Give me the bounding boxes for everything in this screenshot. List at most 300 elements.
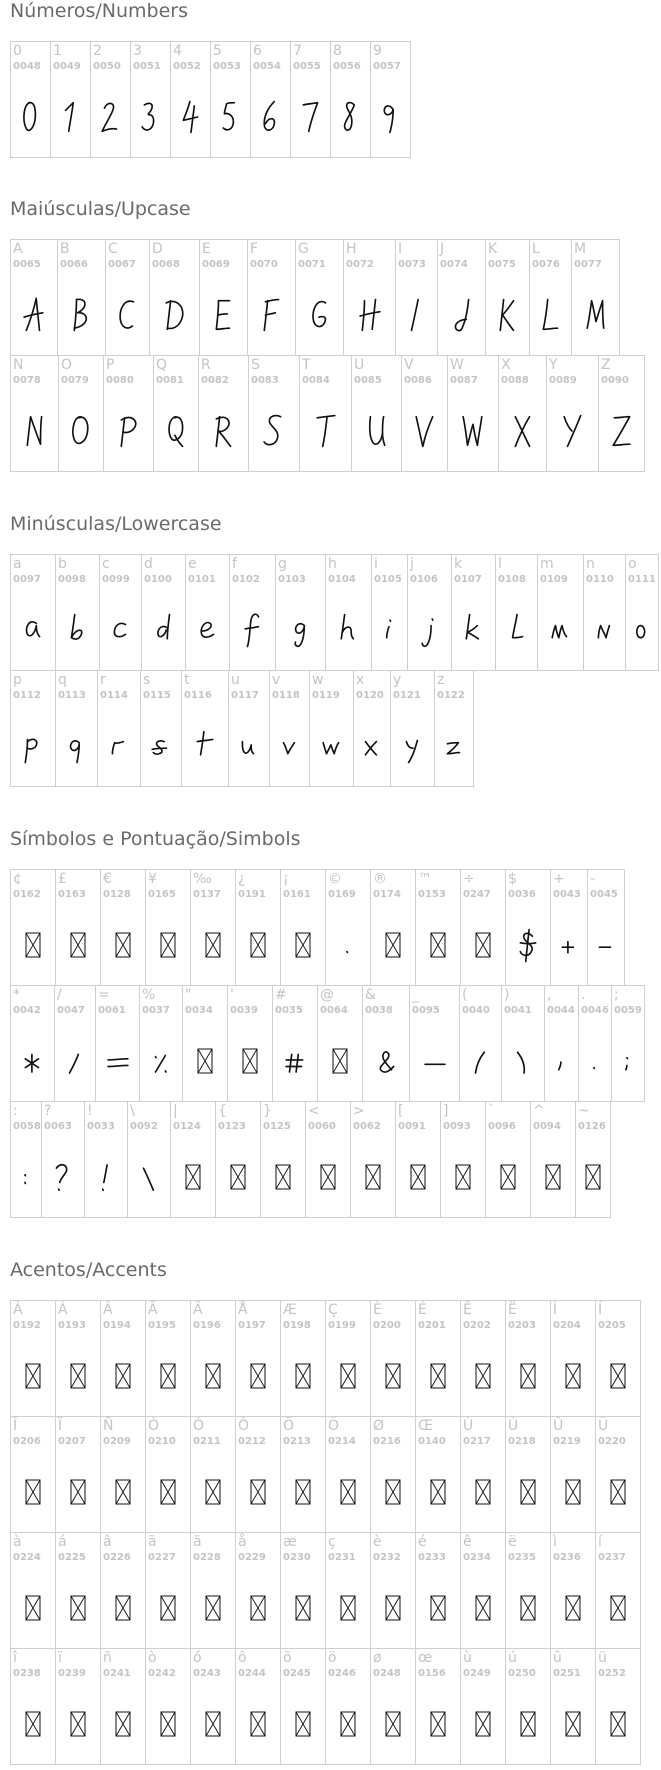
glyph-preview <box>300 396 351 466</box>
glyph-cell <box>343 239 396 356</box>
glyph-row <box>10 1300 640 1416</box>
script-glyph-icon <box>562 413 584 449</box>
script-glyph-icon <box>213 413 235 449</box>
character-code: 0156 <box>418 1668 446 1679</box>
character-label: Ä <box>193 1302 203 1318</box>
glyph-preview <box>11 1457 55 1527</box>
character-label: B <box>60 241 70 257</box>
script-glyph-icon <box>71 297 93 333</box>
character-code: 0043 <box>553 889 581 900</box>
character-label: } <box>263 1103 272 1119</box>
missing-glyph-icon <box>205 1595 221 1621</box>
character-code: 0121 <box>393 690 421 701</box>
glyph-preview <box>91 82 130 152</box>
glyph-cell <box>10 1101 42 1218</box>
character-code: 0241 <box>103 1668 131 1679</box>
section-title: Símbolos e Pontuação/Simbols <box>10 828 301 850</box>
glyph-cell <box>505 1648 551 1765</box>
character-code: 0226 <box>103 1552 131 1563</box>
glyph-preview <box>461 1573 505 1643</box>
character-code: 0237 <box>598 1552 626 1563</box>
character-label: 8 <box>333 43 342 59</box>
glyph-cell <box>280 1648 326 1765</box>
character-label: ë <box>508 1534 517 1550</box>
character-label: ^ <box>533 1103 545 1119</box>
character-code: 0125 <box>263 1121 291 1132</box>
glyph-cell <box>55 554 100 671</box>
character-label: N <box>13 357 24 373</box>
character-code: 0194 <box>103 1320 131 1331</box>
missing-glyph-icon <box>610 1595 626 1621</box>
glyph-preview <box>191 1689 235 1759</box>
glyph-cell <box>55 670 98 787</box>
glyph-cell <box>280 1300 326 1417</box>
character-code: 0116 <box>184 690 212 701</box>
character-label: ü <box>598 1650 607 1666</box>
script-glyph-icon <box>153 612 175 648</box>
glyph-preview <box>310 711 353 781</box>
glyph-cell <box>55 1416 101 1533</box>
character-label: | <box>173 1103 178 1119</box>
glyph-preview <box>545 1026 578 1096</box>
script-glyph-icon <box>451 297 473 333</box>
character-code: 0137 <box>193 889 221 900</box>
missing-glyph-icon <box>70 1479 86 1505</box>
script-glyph-icon <box>260 99 282 135</box>
glyph-cell <box>611 985 645 1102</box>
character-code: 0229 <box>238 1552 266 1563</box>
glyph-cell <box>583 554 626 671</box>
missing-glyph-icon <box>565 1479 581 1505</box>
glyph-preview <box>281 1573 325 1643</box>
character-code: 0090 <box>601 375 629 386</box>
script-glyph-icon <box>361 728 383 764</box>
script-glyph-icon <box>64 1043 86 1079</box>
glyph-row <box>10 554 658 670</box>
glyph-cell <box>370 1416 416 1533</box>
character-code: 0245 <box>283 1668 311 1679</box>
glyph-preview <box>96 1026 139 1096</box>
glyph-cell <box>100 1416 146 1533</box>
character-code: 0038 <box>365 1005 393 1016</box>
character-code: 0089 <box>549 375 577 386</box>
glyph-row <box>10 1416 640 1532</box>
character-code: 0192 <box>13 1320 41 1331</box>
glyph-preview <box>276 595 325 665</box>
character-label: y <box>393 672 402 688</box>
missing-glyph-icon <box>410 1164 426 1190</box>
glyph-preview <box>56 595 99 665</box>
character-label: W <box>450 357 464 373</box>
glyph-cell <box>325 869 371 986</box>
glyph-row <box>10 985 644 1101</box>
character-label: b <box>58 556 67 572</box>
glyph-preview <box>596 1573 640 1643</box>
glyph-preview <box>104 396 153 466</box>
glyph-cell <box>485 239 530 356</box>
character-label: è <box>373 1534 382 1550</box>
character-label: ì <box>553 1534 557 1550</box>
script-glyph-icon <box>138 1159 160 1195</box>
character-label: 5 <box>213 43 222 59</box>
character-code: 0120 <box>356 690 384 701</box>
missing-glyph-icon <box>610 1479 626 1505</box>
script-glyph-icon <box>238 728 260 764</box>
character-label: í <box>598 1534 602 1550</box>
glyph-cell <box>437 239 486 356</box>
glyph-cell <box>460 1532 506 1649</box>
glyph-preview <box>596 1457 640 1527</box>
glyph-cell <box>275 554 326 671</box>
script-glyph-icon <box>321 728 343 764</box>
glyph-cell <box>625 554 659 671</box>
glyph-cell <box>459 985 502 1102</box>
glyph-cell <box>401 355 448 472</box>
glyph-preview <box>396 280 437 350</box>
glyph-preview <box>11 1689 55 1759</box>
character-label: Æ <box>283 1302 297 1318</box>
character-code: 0252 <box>598 1668 626 1679</box>
character-code: 0118 <box>272 690 300 701</box>
script-glyph-icon <box>52 1159 74 1195</box>
glyph-preview <box>531 1142 575 1212</box>
script-glyph-icon <box>617 1043 639 1079</box>
character-label: J <box>440 241 445 257</box>
character-code: 0210 <box>148 1436 176 1447</box>
character-code: 0068 <box>152 259 180 270</box>
glyph-row <box>10 355 644 471</box>
glyph-preview <box>499 396 546 466</box>
glyph-preview <box>11 280 57 350</box>
character-code: 0035 <box>275 1005 303 1016</box>
glyph-preview <box>131 82 170 152</box>
character-label: x <box>356 672 365 688</box>
glyph-preview <box>85 1142 127 1212</box>
glyph-cell <box>598 355 645 472</box>
character-code: 0220 <box>598 1436 626 1447</box>
glyph-preview <box>460 1026 501 1096</box>
script-glyph-icon <box>107 1043 129 1079</box>
missing-glyph-icon <box>115 932 131 958</box>
glyph-cell <box>145 1648 191 1765</box>
character-label: k <box>454 556 463 572</box>
character-code: 0213 <box>283 1436 311 1447</box>
character-code: 0078 <box>13 375 41 386</box>
glyph-preview <box>56 711 97 781</box>
character-code: 0048 <box>13 61 41 72</box>
glyph-cell <box>57 239 106 356</box>
script-glyph-icon <box>60 99 82 135</box>
glyph-cell <box>409 985 460 1102</box>
character-label: d <box>144 556 153 572</box>
glyph-preview <box>140 1026 182 1096</box>
script-glyph-icon <box>242 612 264 648</box>
glyph-preview <box>410 1026 459 1096</box>
missing-glyph-icon <box>340 1595 356 1621</box>
glyph-cell <box>181 670 229 787</box>
character-label: E <box>202 241 211 257</box>
section-title: Acentos/Accents <box>10 1259 167 1281</box>
glyph-cell <box>145 869 191 986</box>
character-label: 3 <box>133 43 142 59</box>
character-code: 0174 <box>373 889 401 900</box>
character-label: : <box>13 1103 18 1119</box>
character-code: 0214 <box>328 1436 356 1447</box>
glyph-cell <box>235 1532 281 1649</box>
glyph-preview <box>551 1457 595 1527</box>
glyph-row <box>10 869 644 985</box>
glyph-preview <box>547 396 598 466</box>
script-glyph-icon <box>375 1043 397 1079</box>
glyph-cell <box>145 1532 191 1649</box>
character-label: " <box>185 987 192 1003</box>
glyph-preview <box>101 1341 145 1411</box>
glyph-cell <box>100 1300 146 1417</box>
character-code: 0104 <box>328 574 356 585</box>
character-code: 0206 <box>13 1436 41 1447</box>
character-code: 0248 <box>373 1668 401 1679</box>
glyph-cell <box>185 554 230 671</box>
glyph-preview <box>281 1341 325 1411</box>
character-code: 0212 <box>238 1436 266 1447</box>
glyph-cell <box>84 1101 128 1218</box>
character-label: ¢ <box>13 871 22 887</box>
character-code: 0058 <box>13 1121 41 1132</box>
character-code: 0244 <box>238 1668 266 1679</box>
character-label: h <box>328 556 337 572</box>
script-glyph-icon <box>22 612 44 648</box>
script-glyph-icon <box>419 612 441 648</box>
glyph-cell <box>460 869 506 986</box>
script-glyph-icon <box>402 728 424 764</box>
glyph-cell <box>190 1648 236 1765</box>
character-code: 0250 <box>508 1668 536 1679</box>
character-label: i <box>374 556 378 572</box>
glyph-cell <box>272 985 318 1102</box>
character-code: 0091 <box>398 1121 426 1132</box>
glyph-cell <box>127 1101 171 1218</box>
character-code: 0047 <box>57 1005 85 1016</box>
glyph-cell <box>447 355 499 472</box>
glyph-cell <box>501 985 545 1102</box>
script-glyph-icon <box>150 728 172 764</box>
character-code: 0059 <box>614 1005 642 1016</box>
character-label: à <box>13 1534 22 1550</box>
character-label: á <box>58 1534 67 1550</box>
character-code: 0044 <box>547 1005 575 1016</box>
glyph-preview <box>106 280 149 350</box>
glyph-preview <box>416 1689 460 1759</box>
character-label: Ó <box>193 1418 205 1434</box>
glyph-cell <box>228 670 270 787</box>
character-label: Ø <box>373 1418 385 1434</box>
script-glyph-icon <box>300 99 322 135</box>
character-code: 0073 <box>398 259 426 270</box>
character-label: K <box>488 241 498 257</box>
character-label: ] <box>443 1103 449 1119</box>
character-label: € <box>103 871 112 887</box>
script-glyph-icon <box>506 612 528 648</box>
glyph-cell <box>415 1416 461 1533</box>
glyph-cell <box>99 554 142 671</box>
character-code: 0119 <box>312 690 340 701</box>
character-label: S <box>251 357 260 373</box>
character-label: w <box>312 672 324 688</box>
character-code: 0067 <box>108 259 136 270</box>
character-code: 0055 <box>293 61 321 72</box>
missing-glyph-icon <box>250 1479 266 1505</box>
glyph-preview <box>584 595 625 665</box>
glyph-preview <box>461 1341 505 1411</box>
glyph-preview <box>101 910 145 980</box>
character-label: Ï <box>58 1418 63 1434</box>
character-code: 0162 <box>13 889 41 900</box>
missing-glyph-icon <box>565 1363 581 1389</box>
character-label: Ü <box>598 1418 609 1434</box>
glyph-preview <box>281 910 325 980</box>
character-code: 0239 <box>58 1668 86 1679</box>
glyph-cell <box>100 1648 146 1765</box>
glyph-cell <box>370 1532 416 1649</box>
character-code: 0233 <box>418 1552 446 1563</box>
glyph-preview <box>496 595 537 665</box>
glyph-cell <box>145 1416 191 1533</box>
glyph-cell <box>149 239 200 356</box>
character-label: [ <box>398 1103 404 1119</box>
character-code: 0128 <box>103 889 131 900</box>
glyph-cell <box>530 1101 576 1218</box>
character-label: ¥ <box>148 871 157 887</box>
glyph-preview <box>372 595 407 665</box>
character-code: 0201 <box>418 1320 446 1331</box>
character-code: 0197 <box>238 1320 266 1331</box>
character-code: 0110 <box>586 574 614 585</box>
glyph-preview <box>11 396 58 466</box>
script-glyph-icon <box>463 612 485 648</box>
glyph-preview <box>191 1573 235 1643</box>
glyph-preview <box>101 1457 145 1527</box>
script-glyph-icon <box>424 1043 446 1079</box>
character-code: 0114 <box>100 690 128 701</box>
script-glyph-icon <box>338 612 360 648</box>
character-label: Û <box>553 1418 564 1434</box>
script-glyph-icon <box>118 413 140 449</box>
character-code: 0034 <box>185 1005 213 1016</box>
glyph-preview <box>506 910 550 980</box>
missing-glyph-icon <box>160 1595 176 1621</box>
glyph-cell <box>280 869 326 986</box>
glyph-cell <box>595 1648 641 1765</box>
character-label: s <box>143 672 151 688</box>
glyph-preview <box>281 1689 325 1759</box>
glyph-cell <box>145 1300 191 1417</box>
missing-glyph-icon <box>205 932 221 958</box>
glyph-cell <box>451 554 496 671</box>
glyph-preview <box>416 1573 460 1643</box>
character-code: 0228 <box>193 1552 221 1563</box>
character-code: 0085 <box>354 375 382 386</box>
glyph-cell <box>199 239 248 356</box>
character-code: 0204 <box>553 1320 581 1331</box>
missing-glyph-icon <box>70 1363 86 1389</box>
glyph-preview <box>216 1142 260 1212</box>
glyph-preview <box>441 1142 485 1212</box>
glyph-preview <box>354 711 390 781</box>
character-code: 0086 <box>404 375 432 386</box>
glyph-cell <box>103 355 154 472</box>
character-label: ¡ <box>283 871 289 887</box>
glyph-preview <box>506 1457 550 1527</box>
missing-glyph-icon <box>332 1048 348 1074</box>
character-label: È <box>373 1302 382 1318</box>
missing-glyph-icon <box>230 1164 246 1190</box>
glyph-grid <box>10 239 644 471</box>
character-code: 0050 <box>93 61 121 72</box>
character-label: - <box>590 871 596 887</box>
character-label: m <box>540 556 554 572</box>
script-glyph-icon <box>337 927 359 963</box>
missing-glyph-icon <box>610 1363 626 1389</box>
character-label: ä <box>193 1534 202 1550</box>
glyph-preview <box>538 595 583 665</box>
character-label: Á <box>58 1302 68 1318</box>
character-code: 0072 <box>346 259 374 270</box>
character-code: 0070 <box>250 259 278 270</box>
missing-glyph-icon <box>250 1595 266 1621</box>
character-label: © <box>328 871 342 887</box>
glyph-preview <box>551 910 587 980</box>
glyph-preview <box>236 910 280 980</box>
missing-glyph-icon <box>275 1164 291 1190</box>
character-code: 0247 <box>463 889 491 900</box>
glyph-preview <box>248 280 295 350</box>
glyph-cell <box>529 239 572 356</box>
glyph-cell <box>440 1101 486 1218</box>
script-glyph-icon <box>517 927 539 963</box>
missing-glyph-icon <box>25 1479 41 1505</box>
glyph-preview <box>461 1457 505 1527</box>
script-glyph-icon <box>22 728 44 764</box>
glyph-cell <box>41 1101 85 1218</box>
glyph-cell <box>229 554 276 671</box>
glyph-cell <box>595 1416 641 1533</box>
character-label: Ú <box>508 1418 519 1434</box>
character-label: ? <box>44 1103 52 1119</box>
glyph-preview <box>11 910 55 980</box>
glyph-cell <box>170 41 211 158</box>
script-glyph-icon <box>20 99 42 135</box>
character-label: î <box>13 1650 17 1666</box>
glyph-cell <box>353 670 391 787</box>
glyph-preview <box>270 711 309 781</box>
script-glyph-icon <box>140 99 162 135</box>
glyph-preview <box>183 1026 227 1096</box>
glyph-cell <box>280 1416 326 1533</box>
glyph-preview <box>371 910 415 980</box>
character-code: 0199 <box>328 1320 356 1331</box>
glyph-cell <box>505 1416 551 1533</box>
glyph-cell <box>140 670 182 787</box>
character-code: 0105 <box>374 574 402 585</box>
glyph-cell <box>371 554 408 671</box>
glyph-preview <box>11 1142 41 1212</box>
missing-glyph-icon <box>385 1479 401 1505</box>
character-label: ® <box>373 871 387 887</box>
character-code: 0246 <box>328 1668 356 1679</box>
character-code: 0205 <box>598 1320 626 1331</box>
character-code: 0224 <box>13 1552 41 1563</box>
glyph-preview <box>146 1573 190 1643</box>
